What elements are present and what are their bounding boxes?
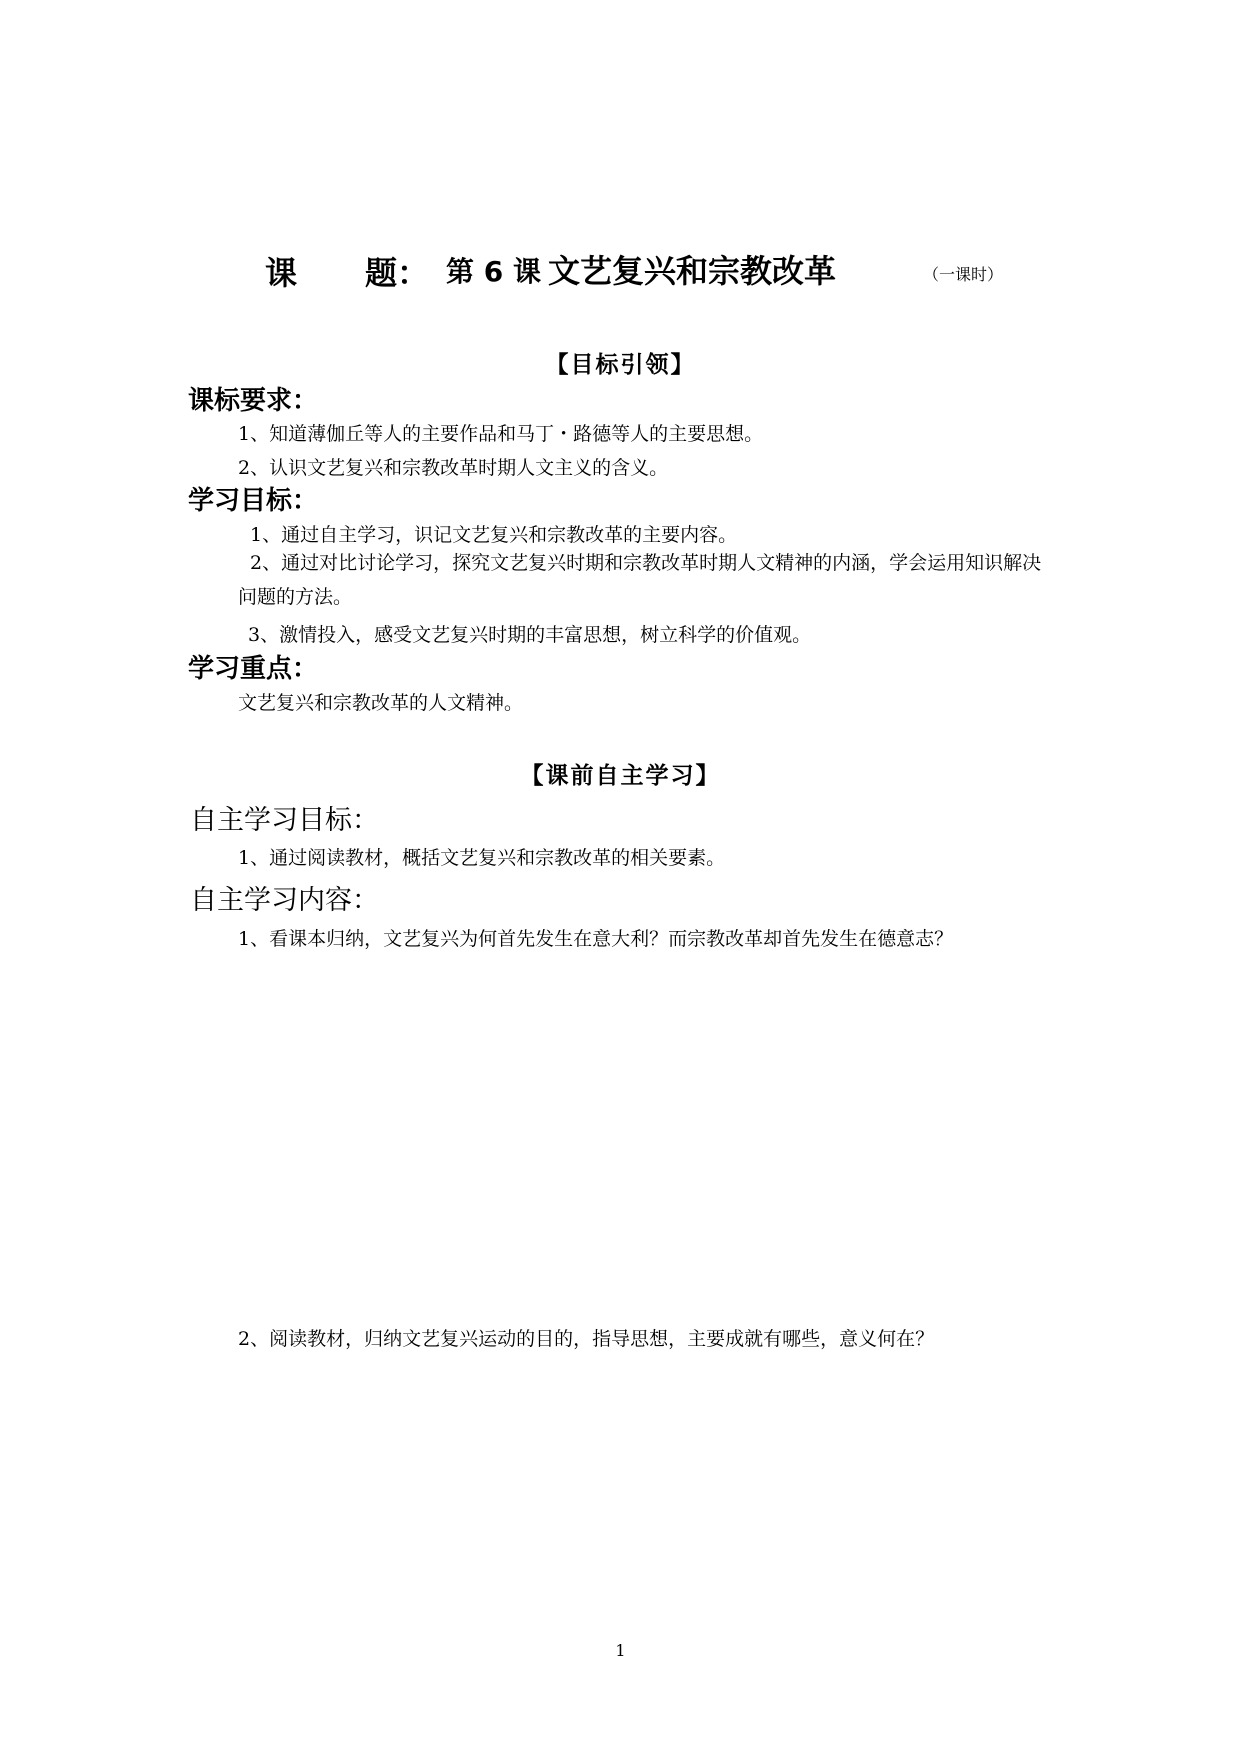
learning-goal-item: 2、通过对比讨论学习，探究文艺复兴时期和宗教改革时期人文精神的内涵，学会运用知识解决问题的方法。: [238, 552, 1042, 608]
focus-heading: 学习重点：: [188, 654, 319, 684]
curriculum-item: 1、知道薄伽丘等人的主要作品和马丁・路德等人的主要思想。: [238, 423, 764, 445]
question-2: 2、阅读教材，归纳文艺复兴运动的目的，指导思想，主要成就有哪些，意义何在？: [238, 1328, 935, 1350]
focus-text: 文艺复兴和宗教改革的人文精神。: [238, 692, 524, 714]
section-banner-goals: 【目标引领】: [545, 352, 696, 378]
curriculum-item: 2、认识文艺复兴和宗教改革时期人文主义的含义。: [238, 457, 669, 479]
learning-goal-item: 1、通过自主学习，识记文艺复兴和宗教改革的主要内容。: [250, 524, 738, 546]
lesson-number: 第 6 课: [446, 255, 541, 288]
question-1: 1、看课本归纳，文艺复兴为何首先发生在意大利？而宗教改革却首先发生在德意志？: [238, 928, 954, 950]
self-study-content-heading: 自主学习内容：: [190, 885, 379, 916]
self-study-goal-heading: 自主学习目标：: [190, 805, 379, 836]
section-banner-self-study: 【课前自主学习】: [520, 763, 721, 789]
lesson-duration-note: （一课时）: [923, 265, 1004, 284]
curriculum-heading: 课标要求：: [188, 386, 319, 416]
self-study-goal-item: 1、通过阅读教材，概括文艺复兴和宗教改革的相关要素。: [238, 847, 726, 869]
page-number: 1: [615, 1641, 626, 1660]
title-label: 课: [265, 254, 298, 292]
learning-goal-item: 3、激情投入，感受文艺复兴时期的丰富思想，树立科学的价值观。: [248, 624, 812, 646]
learning-goals-heading: 学习目标：: [188, 486, 319, 516]
title-label-suffix: 题：: [365, 254, 430, 292]
page-title: 文艺复兴和宗教改革: [548, 252, 837, 290]
